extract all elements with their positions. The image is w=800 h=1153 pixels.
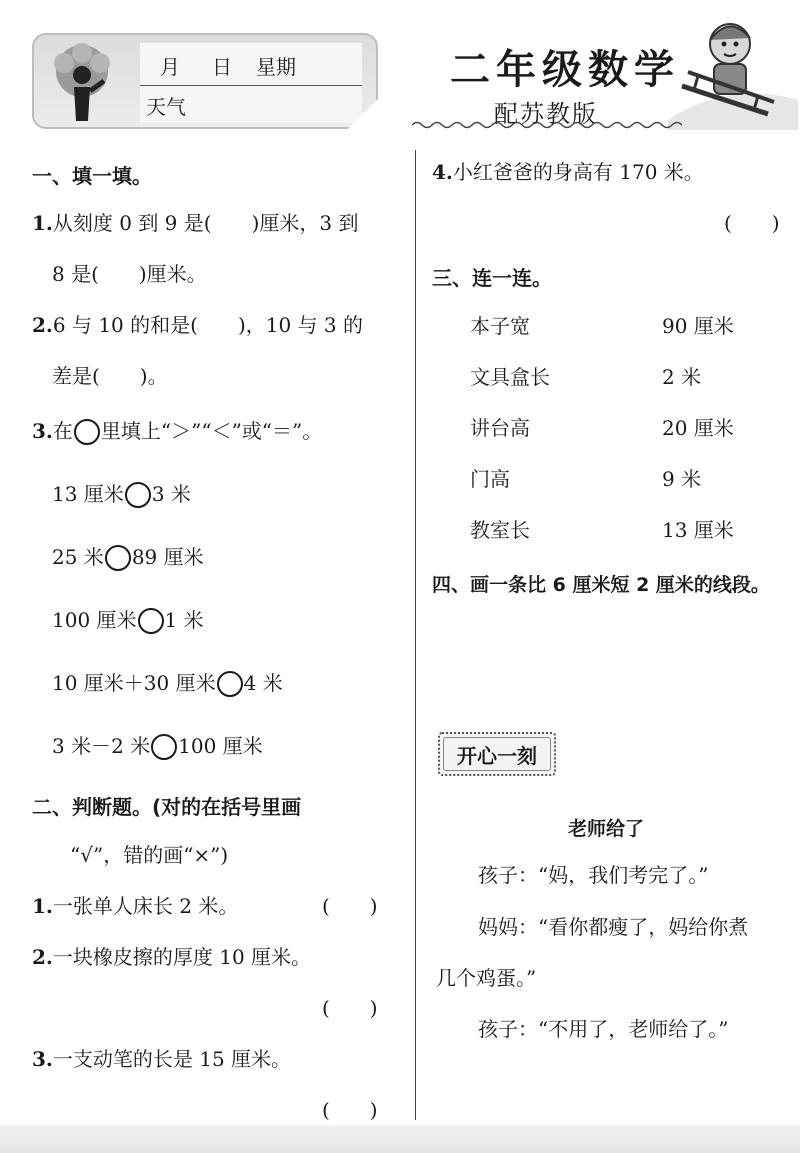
judge-number: 1. — [32, 894, 53, 918]
compare-left: 25 米 — [52, 545, 104, 569]
judge-item — [32, 1047, 291, 1071]
q1-line2: 8 是( )厘米。 — [52, 262, 207, 286]
joke-line: 几个鸡蛋。” — [436, 966, 537, 990]
match-right-item[interactable]: 20 厘米 — [662, 416, 734, 440]
match-right-item[interactable]: 9 米 — [662, 467, 702, 491]
q2-text: 6 与 10 的和是( )，10 与 3 的 — [52, 313, 363, 337]
q1-number: 1. — [32, 211, 53, 235]
joke-line: 孩子：“不用了，老师给了。” — [478, 1017, 729, 1041]
compare-item — [52, 545, 204, 571]
match-right-item[interactable]: 90 厘米 — [662, 314, 734, 338]
weekday-label: 星期 — [256, 55, 296, 79]
compare-right: 4 米 — [243, 671, 283, 695]
date-underline — [140, 85, 362, 86]
compare-right: 89 厘米 — [131, 545, 204, 569]
compare-left: 10 厘米＋30 厘米 — [52, 671, 216, 695]
q3-pre: 在 — [52, 419, 73, 443]
page-title: 二年级数学 — [450, 47, 680, 93]
weather-label: 天气 — [146, 95, 186, 119]
page-bottom-edge — [0, 1125, 800, 1153]
compare-circle[interactable] — [125, 482, 151, 508]
joke-title: 老师给了 — [568, 818, 645, 840]
match-left-item[interactable]: 本子宽 — [470, 314, 530, 338]
judge-text: 一支动笔的长是 15 厘米。 — [52, 1047, 292, 1071]
compare-left: 3 米－2 米 — [52, 734, 151, 758]
match-right-item[interactable]: 2 米 — [662, 365, 702, 389]
q2-line2: 差是( )。 — [52, 364, 168, 388]
judge-text: 一块橡皮擦的厚度 10 厘米。 — [52, 945, 312, 969]
compare-item — [52, 482, 191, 508]
compare-circle[interactable] — [138, 608, 164, 634]
q3-number: 3. — [32, 419, 53, 443]
day-label: 日 — [212, 55, 232, 79]
compare-circle[interactable] — [217, 671, 243, 697]
compare-right: 100 厘米 — [178, 734, 263, 758]
judge-number: 2. — [32, 945, 53, 969]
judge-paren[interactable]: ( ) — [322, 894, 378, 918]
compare-right: 1 米 — [164, 608, 204, 632]
section1-heading: 一、填一填。 — [32, 164, 152, 188]
compare-circle[interactable] — [151, 734, 177, 760]
compare-item — [52, 734, 263, 760]
column-divider — [415, 150, 416, 1120]
page-fold — [348, 99, 378, 129]
month-label: 月 — [160, 55, 180, 79]
q3-post: 里填上“＞”“＜”或“＝”。 — [100, 419, 323, 443]
compare-right: 3 米 — [151, 482, 191, 506]
date-weather-box — [32, 33, 378, 129]
fun-moment-label: 开心一刻 — [457, 743, 537, 768]
header-wave-border — [412, 120, 682, 130]
tree-logo-icon — [42, 41, 122, 123]
match-left-item[interactable]: 教室长 — [470, 518, 530, 542]
match-left-item[interactable]: 讲台高 — [470, 416, 530, 440]
q1-text: 从刻度 0 到 9 是( )厘米，3 到 — [52, 211, 359, 235]
q2-number: 2. — [32, 313, 53, 337]
q3-line — [32, 419, 322, 445]
judge-item — [32, 945, 311, 969]
judge-item — [32, 894, 238, 918]
page-subtitle: 配苏教版 — [494, 100, 598, 128]
judge-text: 一张单人床长 2 米。 — [52, 894, 239, 918]
joke-line: 孩子：“妈，我们考完了。” — [478, 863, 709, 887]
judge-paren[interactable]: ( ) — [322, 996, 378, 1020]
section2-heading-cont: “√”，错的画“×”) — [70, 843, 229, 867]
compare-item — [52, 608, 204, 634]
judge-paren[interactable]: ( ) — [322, 1098, 378, 1122]
section2-heading: 二、判断题。(对的在括号里画 — [32, 795, 302, 819]
compare-circle[interactable] — [105, 545, 131, 571]
match-right-item[interactable]: 13 厘米 — [662, 518, 734, 542]
q1-line1 — [32, 211, 358, 235]
match-left-item[interactable]: 门高 — [470, 467, 510, 491]
compare-item — [52, 671, 283, 697]
joke-line: 妈妈：“看你都瘦了，妈给你煮 — [478, 915, 749, 939]
section3-heading: 三、连一连。 — [432, 266, 552, 290]
judge-text: 小红爸爸的身高有 170 米。 — [452, 160, 704, 184]
judge-number: 3. — [32, 1047, 53, 1071]
judge-item — [432, 160, 704, 184]
section4-heading: 四、画一条比 6 厘米短 2 厘米的线段。 — [432, 574, 770, 596]
q2-line1 — [32, 313, 363, 337]
sledding-boy-illustration — [668, 10, 798, 130]
fun-moment-tag — [438, 732, 556, 776]
compare-left: 100 厘米 — [52, 608, 137, 632]
compare-left: 13 厘米 — [52, 482, 124, 506]
match-left-item[interactable]: 文具盒长 — [470, 365, 550, 389]
judge-number: 4. — [432, 160, 453, 184]
date-panel — [140, 43, 362, 123]
compare-circle-sample — [74, 419, 100, 445]
judge-paren[interactable]: ( ) — [724, 211, 780, 235]
